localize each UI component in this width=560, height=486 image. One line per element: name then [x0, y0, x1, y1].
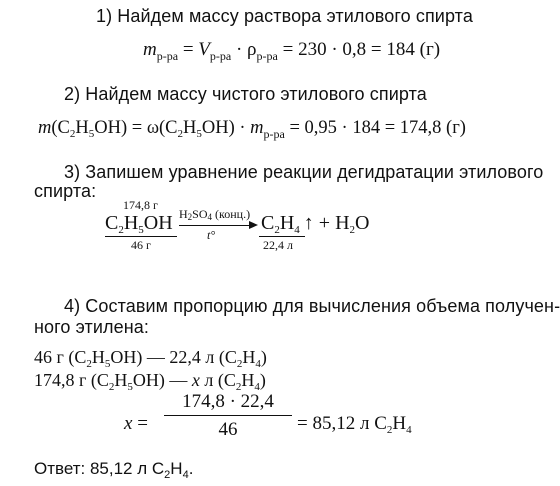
- text: 46 г (C: [34, 347, 87, 367]
- formula-pure-alcohol-mass: [38, 117, 466, 145]
- element-h: H: [123, 212, 139, 234]
- reaction-arrow-head: [249, 221, 258, 229]
- subscript-2: 2: [86, 358, 92, 370]
- element-h: H: [241, 370, 255, 390]
- gas-evolution-arrow: ↑: [303, 212, 314, 234]
- text: 174,8 г (C: [34, 370, 109, 390]
- formula2-lhs: (C: [51, 118, 70, 138]
- element-h: H: [279, 212, 295, 234]
- product-underline: [259, 236, 305, 237]
- step-4-title-line-2: ного этилена:: [34, 317, 149, 337]
- subscript-4: 4: [294, 224, 300, 236]
- group-oh: OH: [143, 212, 173, 234]
- element-h: H: [183, 118, 197, 138]
- subscript-5: 5: [104, 358, 111, 370]
- element-h: H: [242, 347, 256, 367]
- answer-line: [34, 458, 193, 486]
- subscript-2: 2: [236, 358, 243, 370]
- subscript-5: 5: [127, 381, 133, 393]
- subscript-solution: р-ра: [256, 49, 278, 63]
- plus-water: + H: [313, 212, 350, 234]
- formula-solution-mass: [143, 39, 440, 67]
- element-h: H: [392, 413, 407, 434]
- text: ): [260, 347, 267, 367]
- text: OH) — 22,4 л (C: [110, 347, 237, 367]
- symbol-rho: ρ: [247, 39, 257, 60]
- variable-x: x: [124, 413, 133, 434]
- step-2-title: 2) Найдем массу чистого этилового спирта: [64, 84, 427, 104]
- equals-sign: =: [132, 413, 148, 434]
- subscript-2: 2: [274, 224, 280, 236]
- subscript-5: 5: [88, 128, 95, 140]
- multiplication-dot: ·: [231, 39, 248, 60]
- reaction-arrow-line: [179, 225, 251, 226]
- subscript-2: 2: [349, 224, 356, 236]
- reactant-mass-label: 174,8 г: [123, 198, 158, 212]
- variable-x: x: [191, 370, 200, 390]
- symbol-m: m: [250, 118, 264, 138]
- text: ): [259, 370, 266, 390]
- element-h: H: [114, 370, 128, 390]
- element-h: H: [91, 347, 105, 367]
- symbol-m: m: [38, 118, 52, 138]
- subscript-4: 4: [207, 212, 213, 222]
- subscript-4: 4: [182, 469, 189, 481]
- symbol-v: V: [198, 39, 210, 60]
- subscript-4: 4: [406, 424, 412, 436]
- final-x-label: [124, 413, 148, 435]
- formula2-oh: OH) ·: [201, 118, 251, 138]
- formula2-mid: OH) = ω(C: [94, 118, 178, 138]
- element-c: C: [105, 212, 119, 234]
- subscript-solution: р-ра: [263, 127, 285, 141]
- product-molar-volume-label: 22,4 л: [263, 238, 293, 252]
- fraction-numerator: 174,8 · 22,4: [182, 391, 274, 412]
- subscript-solution: р-ра: [209, 49, 232, 63]
- step-3-title: 3) Запишем уравнение реакции дегидратации этилового: [64, 162, 544, 182]
- text: Ответ: 85,12 л C: [34, 459, 165, 478]
- symbol-m: m: [143, 39, 157, 60]
- text: .: [188, 459, 194, 478]
- temperature-condition: t°: [207, 228, 216, 242]
- subscript-4: 4: [255, 358, 261, 370]
- element-h: H: [75, 118, 89, 138]
- catalyst-label: [179, 208, 250, 224]
- final-fraction: [164, 391, 292, 440]
- subscript-4: 4: [254, 381, 260, 393]
- subscript-5: 5: [138, 224, 144, 236]
- calculation-result: = 0,95 · 184 = 174,8 (г): [284, 118, 466, 138]
- text: OH) —: [132, 370, 192, 390]
- reactant-underline: [105, 236, 177, 237]
- subscript-solution: р-ра: [156, 49, 179, 63]
- subscript-2: 2: [108, 381, 115, 393]
- subscript-2: 2: [235, 381, 242, 393]
- subscript-2: 2: [69, 128, 76, 140]
- element-h: H: [179, 207, 188, 221]
- subscript-2: 2: [187, 212, 193, 222]
- step-1-title: 1) Найдем массу раствора этилового спирта: [96, 6, 473, 26]
- element-o: O: [355, 212, 370, 234]
- reaction-equation: [103, 198, 463, 268]
- text: л (C: [199, 370, 236, 390]
- step-4-title-line-1: 4) Составим пропорцию для вычисления объема получен-: [64, 296, 560, 316]
- subscript-5: 5: [196, 128, 202, 140]
- concentrated-note: (конц.): [212, 207, 251, 221]
- fraction-denominator: 46: [218, 419, 238, 440]
- calculation-result: = 230 · 0,8 = 184 (г): [277, 39, 441, 60]
- subscript-2: 2: [177, 128, 183, 140]
- fraction-bar: [164, 415, 292, 416]
- subscript-2: 2: [164, 469, 171, 481]
- step-3-title-continuation: спирта:: [34, 181, 97, 201]
- final-result: [297, 413, 412, 441]
- subscript-2: 2: [118, 224, 124, 236]
- element-h: H: [170, 459, 183, 478]
- reactant-molar-mass-label: 46 г: [131, 238, 151, 252]
- element-c: C: [261, 212, 275, 234]
- subscript-2: 2: [386, 424, 393, 436]
- group-so: SO: [192, 207, 208, 221]
- text: = 85,12 л C: [297, 413, 387, 434]
- equals-sign: =: [178, 39, 199, 60]
